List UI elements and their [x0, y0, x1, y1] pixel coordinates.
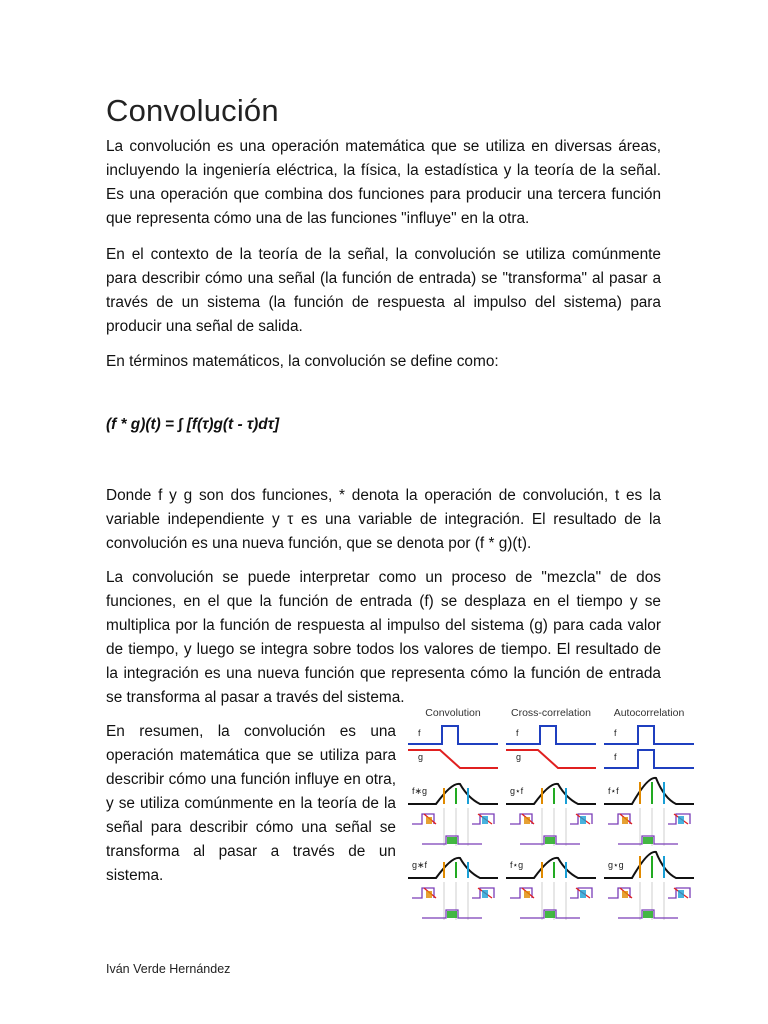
g-row-label: g [516, 752, 522, 762]
overlap-area [447, 911, 457, 918]
figure-column-title: Cross-correlation [511, 707, 591, 719]
f-signal-line [506, 726, 596, 744]
overlap-area [482, 890, 488, 898]
paragraph-summary: En resumen, la convolución es una operación matemática que se utiliza para describir cómo una función influye en otra, y se utiliza comúnmente en la teoría de la señal para describir cómo una señal se transforma al pasar a través de un sistema. [106, 723, 396, 884]
paragraph-interpretation: La convolución se puede interpretar como un proceso de "mezcla" de dos funciones, en el que la función de entrada (f) se desplaza en el tiempo y se multiplica por la función de respuesta al impulso del sistema (g) para cada valor de tiempo, y luego se integra sobre todos los valores de tiempo. El resultado de la integración es una nueva función que representa cómo la función de entrada se transforma al pasar a través del sistema. [106, 569, 661, 706]
overlap-area [678, 816, 684, 824]
overlap-area [545, 837, 555, 844]
result-row-label: g∗f [412, 860, 428, 870]
g-row-label: f [614, 752, 617, 762]
f-row-label: f [516, 728, 519, 738]
convolution-formula: (f * g)(t) = ∫ [f(τ)g(t - τ)dτ] [106, 416, 280, 433]
figure-column [408, 726, 498, 920]
overlap-area [447, 837, 457, 844]
overlap-area [643, 911, 653, 918]
f-row-label: f [614, 728, 617, 738]
result-row-label: f∗g [412, 786, 428, 796]
figure-column [604, 726, 694, 920]
page-title: Convolución [106, 93, 279, 128]
paragraph-math-definition: En términos matemáticos, la convolución se define como: [106, 353, 499, 370]
overlap-area [545, 911, 555, 918]
overlap-area [524, 817, 530, 824]
paragraph-variables: Donde f y g son dos funciones, * denota la operación de convolución, t es la variable independiente y τ es una variable de integración. El resultado de la convolución es una nueva función, que se denota por (f * g)(t). [106, 487, 661, 552]
overlap-area [622, 817, 628, 824]
f-signal-line [408, 726, 498, 744]
overlap-area [524, 891, 530, 898]
author-footer: Iván Verde Hernández [106, 962, 231, 976]
g-row-label: g [418, 752, 424, 762]
overlap-area [426, 891, 432, 898]
overlap-area [482, 816, 488, 824]
paragraph-signal-context: En el contexto de la teoría de la señal, la convolución se utiliza comúnmente para describir cómo una señal (la función de entrada) se "transforma" al pasar a través de un sistema (la función de respuesta al impulso del sistema) para producir una señal de salida. [106, 246, 661, 335]
overlap-area [643, 837, 653, 844]
f-signal-line [604, 726, 694, 744]
overlap-area [580, 816, 586, 824]
figure-column-title: Convolution [425, 707, 481, 719]
result-row-label: f⋆f [608, 786, 619, 796]
overlap-area [622, 891, 628, 898]
g-signal-line [604, 750, 694, 768]
figure-column [506, 726, 596, 920]
result-row-label: g⋆f [510, 786, 524, 796]
overlap-area [678, 890, 684, 898]
overlap-area [426, 817, 432, 824]
paragraph-intro: La convolución es una operación matemática que se utiliza en diversas áreas, incluyendo la ingeniería eléctrica, la física, la estadística y la teoría de la señal. Es una operación que combina dos funciones para producir una tercera función que representa cómo una de las funciones "influye" en la otra. [106, 138, 661, 227]
f-row-label: f [418, 728, 421, 738]
result-row-label: g⋆g [608, 860, 624, 870]
overlap-area [580, 890, 586, 898]
result-row-label: f⋆g [510, 860, 524, 870]
convolution-comparison-figure [402, 702, 702, 942]
figure-column-title: Autocorrelation [613, 707, 685, 719]
